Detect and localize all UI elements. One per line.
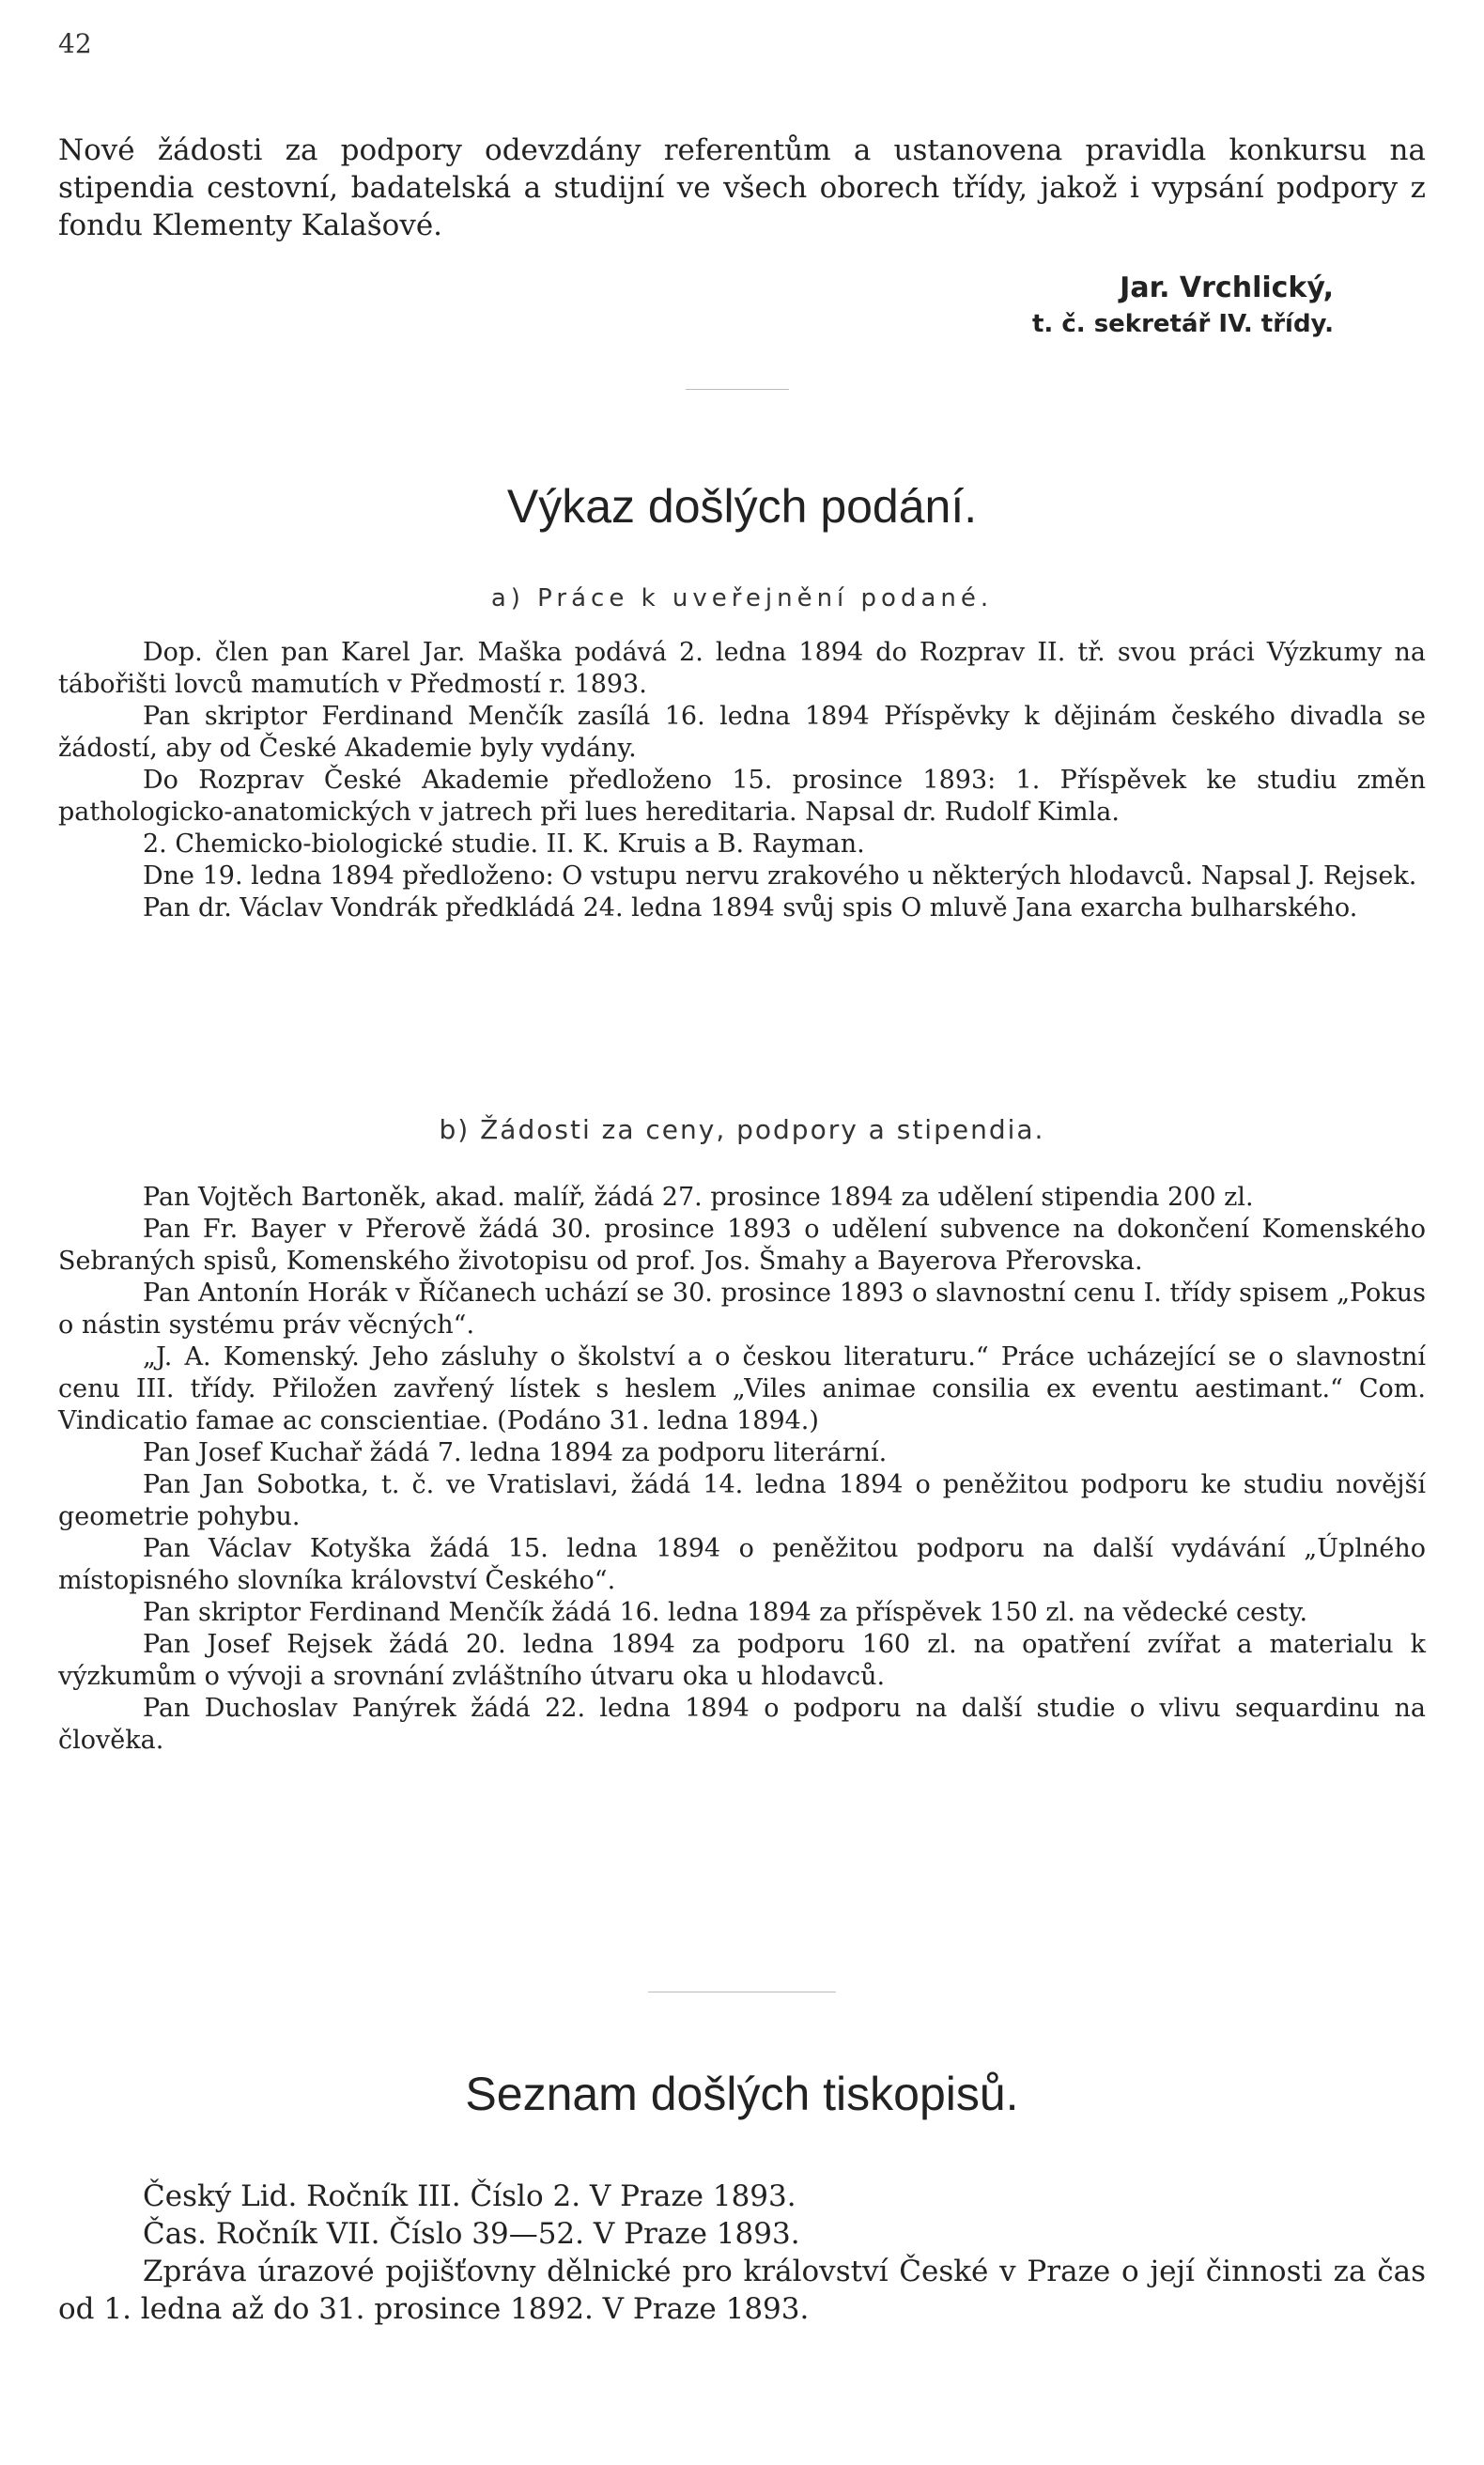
list-item: Pan Antonín Horák v Říčanech uchází se 30. prosince 1893 o slavnostní cenu I. třídy spisem „Pokus o nástin systému práv věcných“. — [58, 1279, 1426, 1340]
list-item: Pan Josef Kuchař žádá 7. ledna 1894 za podporu literární. — [143, 1438, 888, 1467]
signature-name: Jar. Vrchlický, — [1120, 271, 1334, 304]
section-title-prints: Seznam došlých tiskopisů. — [465, 2068, 1019, 2120]
list-item: Pan dr. Václav Vondrák předkládá 24. ledna 1894 svůj spis O mluvě Jana exarcha bulharského. — [143, 893, 1358, 922]
list-item: „J. A. Komenský. Jeho zásluhy o školství a o českou literaturu.“ Práce ucházející se o slavnostní cenu III. třídy. Přiložen zavřený lístek s heslem „Viles animae consilia ex eventu aestimant.“ Com. Vindicatio famae ac conscientiae. (Podáno 31. ledna 1894.) — [58, 1342, 1426, 1435]
works-list — [58, 637, 1426, 924]
signature-title: t. č. sekretář IV. třídy. — [1032, 310, 1334, 338]
signature-block — [1032, 271, 1334, 342]
list-item: Čas. Ročník VII. Číslo 39—52. V Praze 1893. — [143, 2217, 800, 2251]
subsection-title-requests: b) Žádosti za ceny, podpory a stipendia. — [439, 1114, 1045, 1145]
list-item: Do Rozprav České Akademie předloženo 15. prosince 1893: 1. Příspěvek ke studiu změn pathologicko-anatomických v jatrech při lues hereditaria. Napsal dr. Rudolf Kimla. — [58, 766, 1426, 827]
prints-list — [58, 2178, 1426, 2328]
divider — [686, 389, 789, 390]
list-item: Pan Fr. Bayer v Přerově žádá 30. prosince 1893 o udělení subvence na dokončení Komenského Sebraných spisů, Komenského životopisu od prof. Jos. Šmahy a Bayerova Přerovska. — [58, 1215, 1426, 1276]
list-item: Pan skriptor Ferdinand Menčík žádá 16. ledna 1894 za příspěvek 150 zl. na vědecké cesty. — [143, 1598, 1308, 1627]
list-item: Pan skriptor Ferdinand Menčík zasílá 16. ledna 1894 Příspěvky k dějinám českého divadla se žádostí, aby od České Akademie byly vydány. — [58, 702, 1426, 763]
list-item: 2. Chemicko-biologické studie. II. K. Kruis a B. Rayman. — [143, 829, 865, 859]
section-title-submissions: Výkaz došlých podání. — [506, 480, 978, 533]
page-number: 42 — [58, 28, 92, 59]
list-item: Pan Josef Rejsek žádá 20. ledna 1894 za podporu 160 zl. na opatření zvířat a materialu k výzkumům o vývoji a srovnání zvláštního útvaru oka u hlodavců. — [58, 1630, 1426, 1691]
list-item: Dop. člen pan Karel Jar. Maška podává 2. ledna 1894 do Rozprav II. tř. svou práci Výzkumy na tábořišti lovců mamutích v Předmostí r. 1893. — [58, 638, 1426, 699]
list-item: Dne 19. ledna 1894 předloženo: O vstupu nervu zrakového u některých hlodavců. Napsal J. Rejsek. — [143, 861, 1417, 891]
intro-paragraph: Nové žádosti za podpory odevzdány referentům a ustanovena pravidla konkursu na stipendia cestovní, badatelská a studijní ve všech oborech třídy, jakož i vypsání podpory z fondu Klementy Kalašové. — [58, 133, 1426, 242]
requests-list — [58, 1182, 1426, 1757]
list-item: Zpráva úrazové pojišťovny dělnické pro království České v Praze o její činnosti za čas od 1. ledna až do 31. prosince 1892. V Praze 1893. — [58, 2255, 1426, 2326]
list-item: Pan Duchoslav Panýrek žádá 22. ledna 1894 o podporu na další studie o vlivu sequardinu na člověka. — [58, 1694, 1426, 1755]
subsection-title-works: a) Práce k uveřejnění podané. — [490, 584, 994, 612]
list-item: Pan Václav Kotyška žádá 15. ledna 1894 o peněžitou podporu na další vydávání „Úplného místopisného slovníka království Českého“. — [58, 1534, 1426, 1595]
list-item: Český Lid. Ročník III. Číslo 2. V Praze 1893. — [143, 2179, 796, 2213]
intro-paragraph-block — [58, 132, 1426, 244]
list-item: Pan Jan Sobotka, t. č. ve Vratislavi, žádá 14. ledna 1894 o peněžitou podporu ke studiu novější geometrie pohybu. — [58, 1470, 1426, 1531]
list-item: Pan Vojtěch Bartoněk, akad. malíř, žádá 27. prosince 1894 za udělení stipendia 200 zl. — [143, 1183, 1254, 1212]
